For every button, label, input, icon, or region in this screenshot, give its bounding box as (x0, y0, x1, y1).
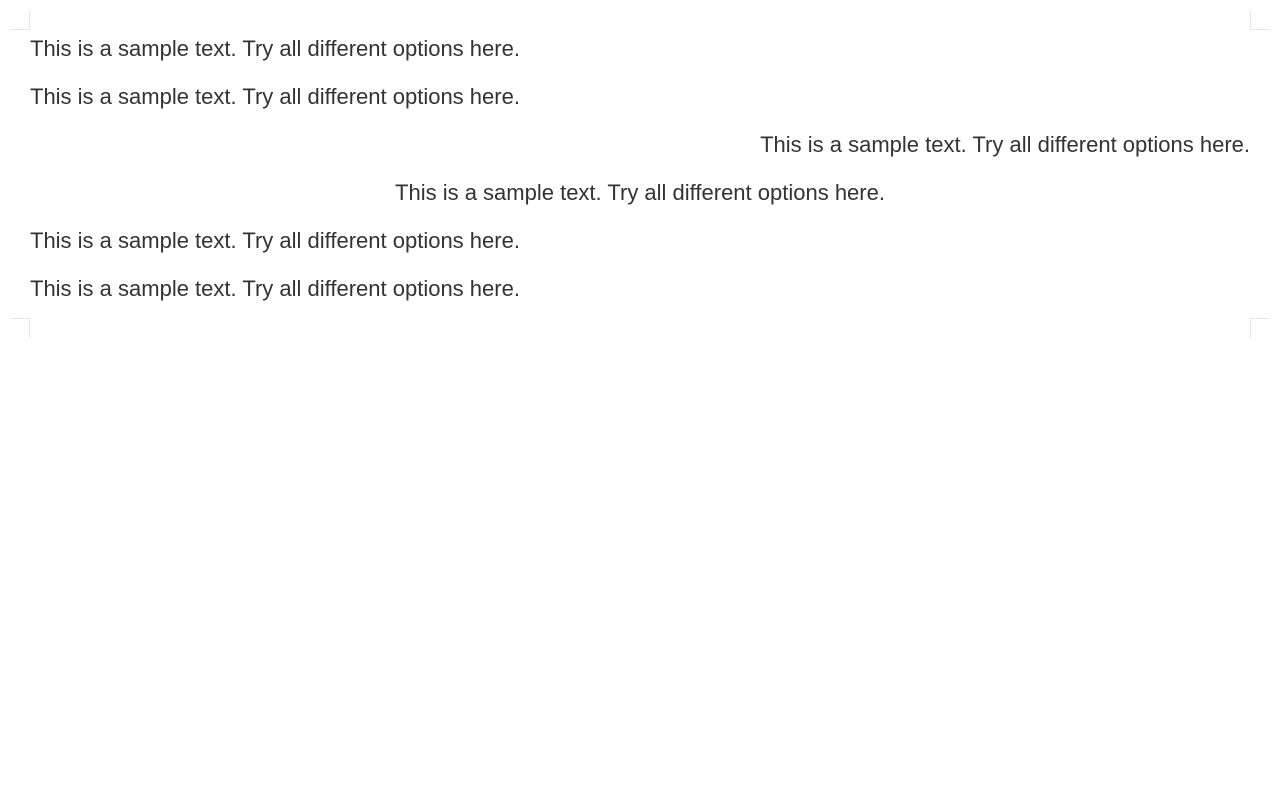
crop-mark-top-right (1250, 10, 1270, 30)
text-editor-area[interactable] (30, 30, 1250, 318)
paragraph-2[interactable]: This is a sample text. Try all different options here. (30, 84, 520, 109)
paragraph-5[interactable]: This is a sample text. Try all different options here. (30, 228, 520, 253)
paragraph-4-center-aligned[interactable]: This is a sample text. Try all different options here. (395, 180, 885, 205)
paragraph-6[interactable]: This is a sample text. Try all different options here. (30, 276, 520, 301)
crop-mark-bottom-right (1250, 318, 1270, 338)
crop-mark-top-left (10, 10, 30, 30)
crop-mark-bottom-left (10, 318, 30, 338)
paragraph-3-right-aligned[interactable]: This is a sample text. Try all different options here. (760, 132, 1250, 157)
paragraph-1[interactable]: This is a sample text. Try all different options here. (30, 36, 520, 61)
